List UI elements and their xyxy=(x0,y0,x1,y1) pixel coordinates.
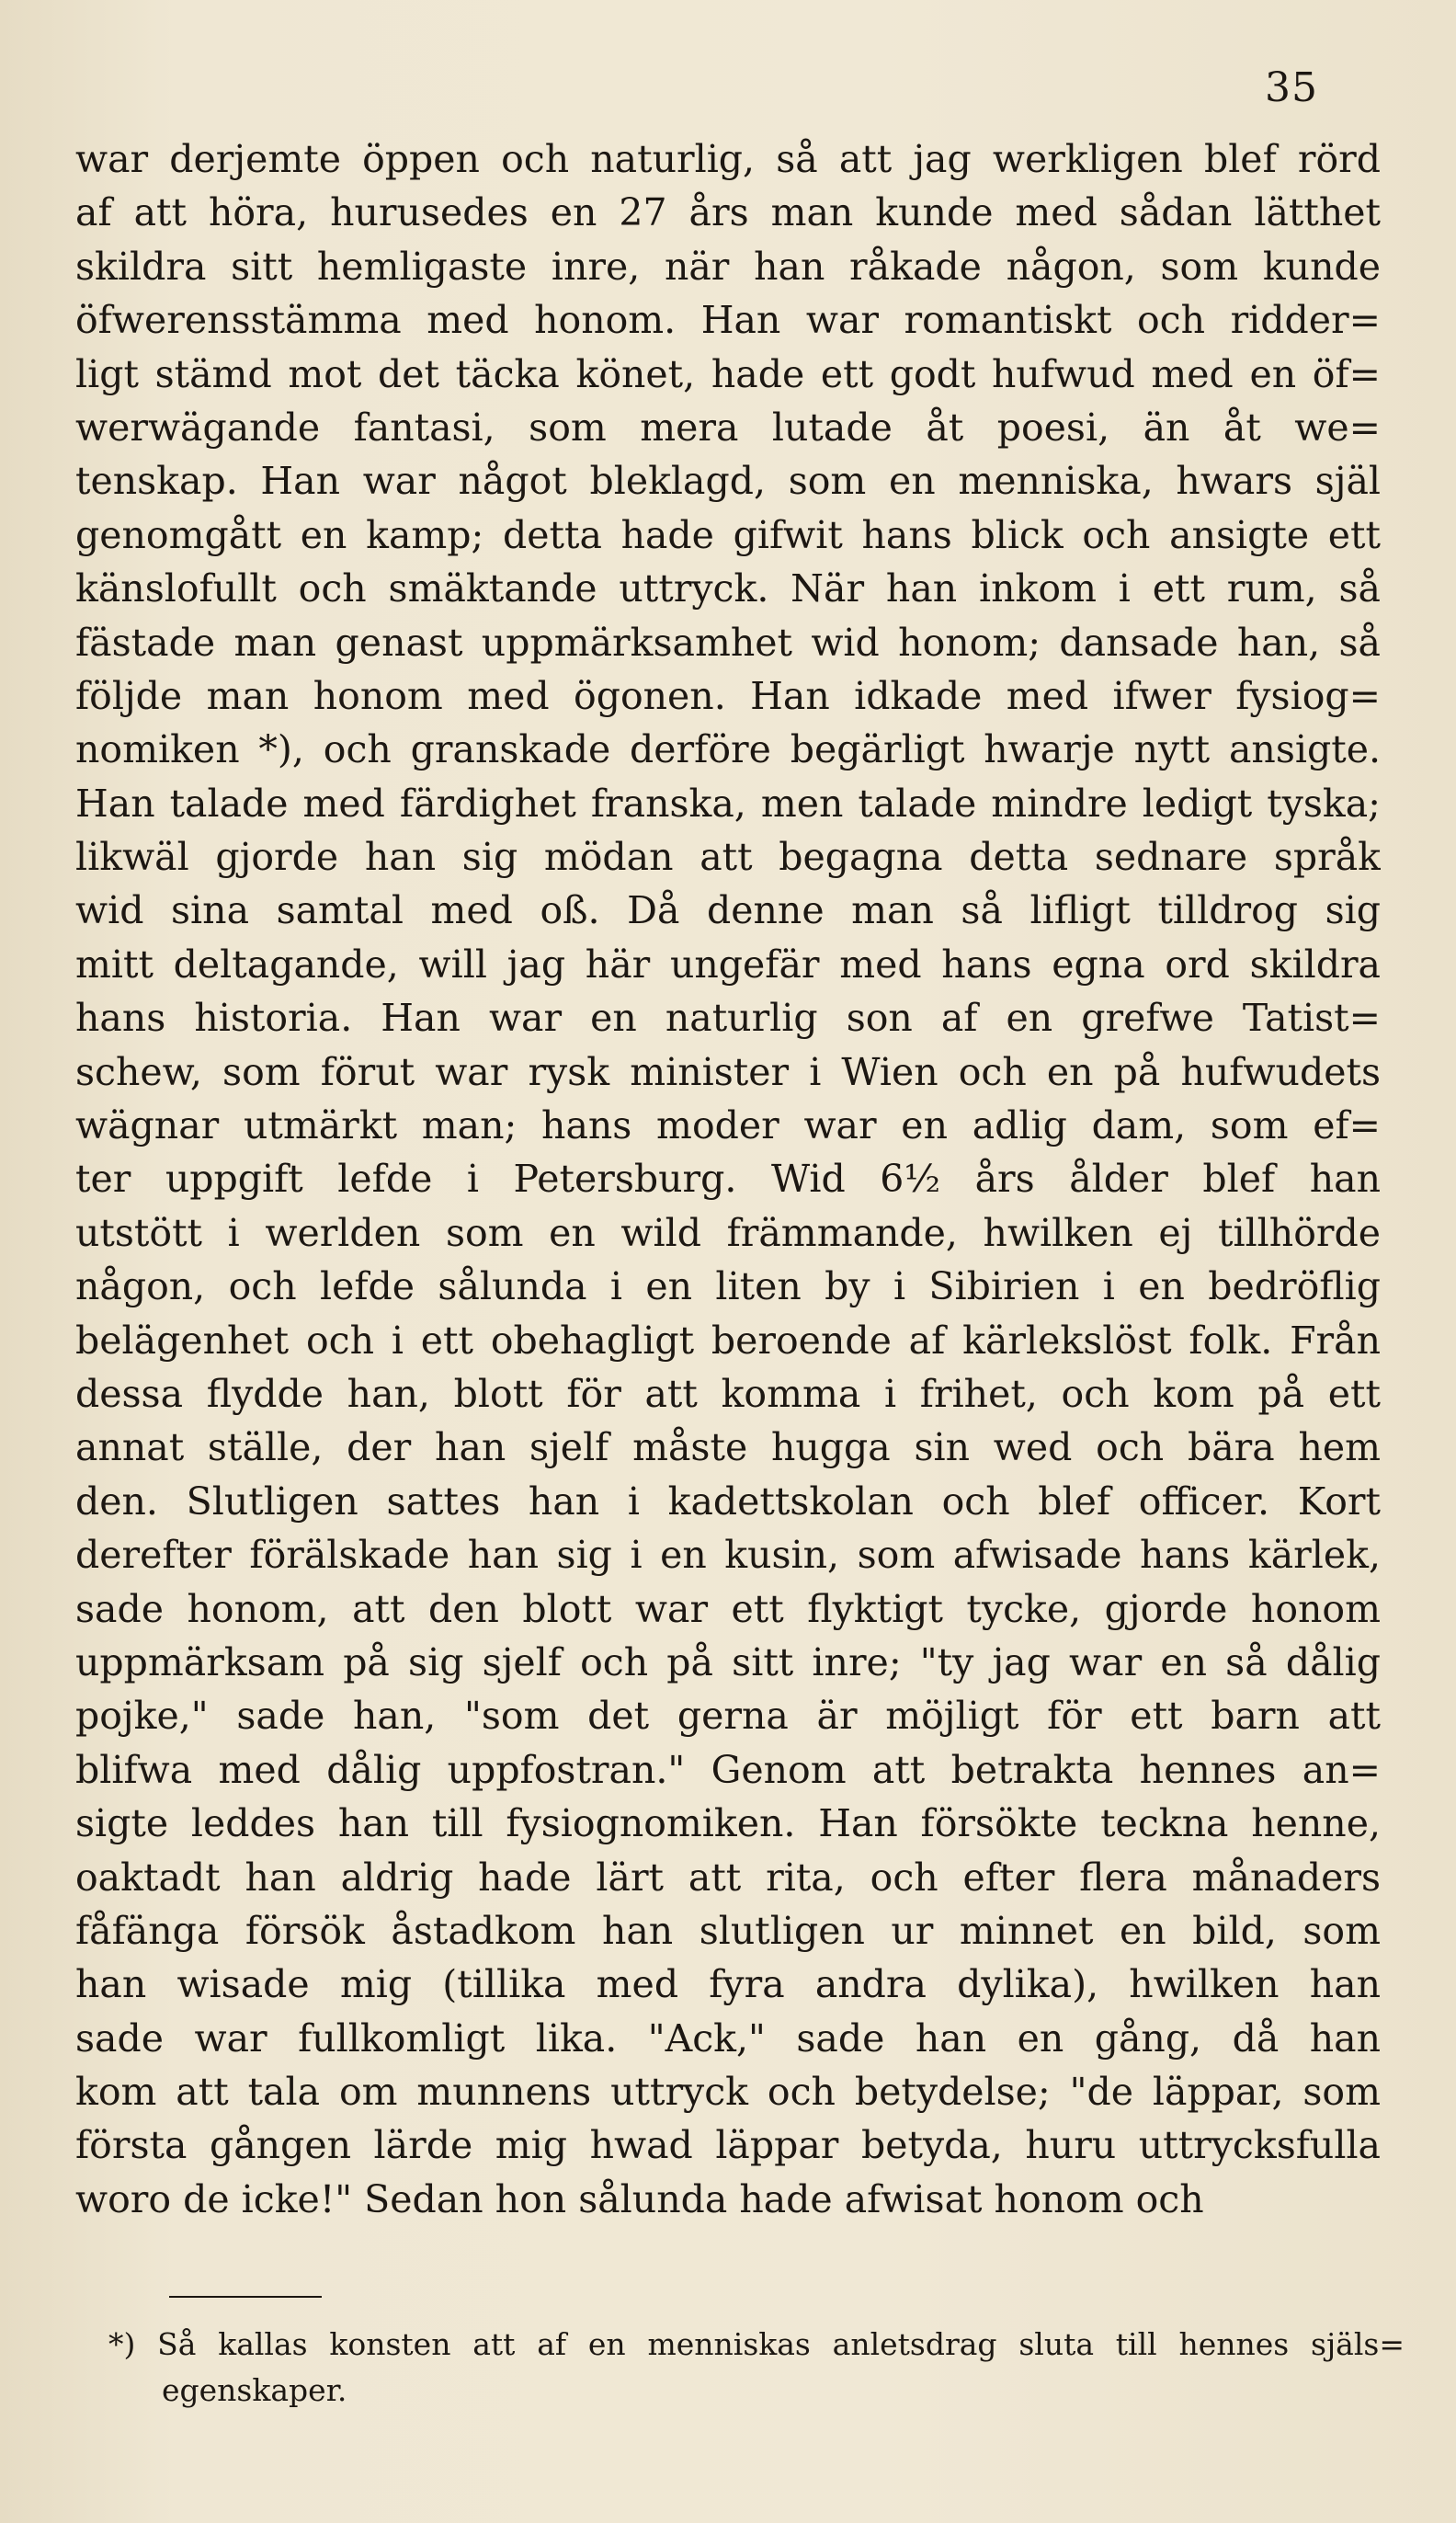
text-line: wägnar utmärkt man; hans moder war en adlig dam, som ef= xyxy=(75,1103,1381,1148)
text-line: skildra sitt hemligaste inre, när han råkade någon, som kunde xyxy=(75,244,1381,289)
text-line: woro de icke!" Sedan hon sålunda hade afwisat honom och xyxy=(75,2176,1204,2221)
text-line: kom att tala om munnens uttryck och betydelse; "de läppar, som xyxy=(75,2070,1381,2115)
text-line: blifwa med dålig uppfostran." Genom att betrakta hennes an= xyxy=(75,1747,1381,1792)
text-line: utstött i werlden som en wild främmande, hwilken ej tillhörde xyxy=(75,1210,1381,1255)
body-text xyxy=(75,132,1381,2226)
text-line: han wisade mig (tillika med fyra andra dylika), hwilken han xyxy=(75,1962,1381,2007)
text-line: följde man honom med ögonen. Han idkade med ifwer fysiog= xyxy=(75,673,1381,718)
footnote-divider xyxy=(169,2296,322,2298)
text-line: öfwerensstämma med honom. Han war romantiskt och ridder= xyxy=(75,298,1381,343)
text-line: belägenhet och i ett obehagligt beroende af kärlekslöst folk. Från xyxy=(75,1318,1381,1363)
footnote-line: egenskaper. xyxy=(162,2372,347,2408)
text-line: dessa flydde han, blott för att komma i frihet, och kom på ett xyxy=(75,1371,1381,1416)
text-line: werwägande fantasi, som mera lutade åt poesi, än åt we= xyxy=(75,405,1381,450)
footnote-line: *) Så kallas konsten att af en menniskas anletsdrag sluta till hennes själs= xyxy=(108,2326,1405,2362)
text-line: war derjemte öppen och naturlig, så att jag werkligen blef rörd xyxy=(75,137,1381,181)
text-line: nomiken *), och granskade derföre begärligt hwarje nytt ansigte. xyxy=(75,727,1381,772)
text-line: någon, och lefde sålunda i en liten by i Sibirien i en bedröflig xyxy=(75,1264,1381,1309)
text-line: sade honom, att den blott war ett flyktigt tycke, gjorde honom xyxy=(75,1586,1381,1631)
text-line: sigte leddes han till fysiognomiken. Han försökte teckna henne, xyxy=(75,1801,1381,1846)
text-line: derefter förälskade han sig i en kusin, som afwisade hans kärlek, xyxy=(75,1533,1381,1578)
text-line: annat ställe, der han sjelf måste hugga sin wed och bära hem xyxy=(75,1425,1381,1470)
text-line: tenskap. Han war något bleklagd, som en menniska, hwars själ xyxy=(75,459,1381,504)
text-line: mitt deltagande, will jag här ungefär med hans egna ord skildra xyxy=(75,942,1381,987)
text-line: likwäl gjorde han sig mödan att begagna detta sednare språk xyxy=(75,835,1381,880)
text-line: hans historia. Han war en naturlig son af en grefwe Tatist= xyxy=(75,996,1381,1041)
text-line: fåfänga försök åstadkom han slutligen ur minnet en bild, som xyxy=(75,1908,1381,1953)
text-line: ligt stämd mot det täcka könet, hade ett godt hufwud med en öf= xyxy=(75,351,1381,396)
text-line: schew, som förut war rysk minister i Wien och en på hufwudets xyxy=(75,1049,1381,1094)
page-number: 35 xyxy=(1265,64,1318,111)
text-line: wid sina samtal med oß. Då denne man så lifligt tilldrog sig xyxy=(75,888,1381,933)
text-line: Han talade med färdighet franska, men talade mindre ledigt tyska; xyxy=(75,781,1381,826)
text-line: ter uppgift lefde i Petersburg. Wid 6½ års ålder blef han xyxy=(75,1157,1381,1202)
text-line: genomgått en kamp; detta hade gifwit hans blick och ansigte ett xyxy=(75,512,1381,557)
footnote xyxy=(108,2322,1405,2414)
text-line: sade war fullkomligt lika. "Ack," sade han en gång, då han xyxy=(75,2015,1381,2061)
text-line: uppmärksam på sig sjelf och på sitt inre; "ty jag war en så dålig xyxy=(75,1639,1381,1684)
text-line: pojke," sade han, "som det gerna är möjligt för ett barn att xyxy=(75,1694,1381,1739)
text-line: den. Slutligen sattes han i kadettskolan och blef officer. Kort xyxy=(75,1478,1381,1524)
text-line: känslofullt och smäktande uttryck. När han inkom i ett rum, så xyxy=(75,566,1381,611)
text-line: första gången lärde mig hwad läppar betyda, huru uttrycksfulla xyxy=(75,2123,1381,2168)
text-line: af att höra, hurusedes en 27 års man kunde med sådan lätthet xyxy=(75,190,1381,235)
text-line: fästade man genast uppmärksamhet wid honom; dansade han, så xyxy=(75,620,1381,665)
text-line: oaktadt han aldrig hade lärt att rita, och efter flera månaders xyxy=(75,1855,1381,1900)
